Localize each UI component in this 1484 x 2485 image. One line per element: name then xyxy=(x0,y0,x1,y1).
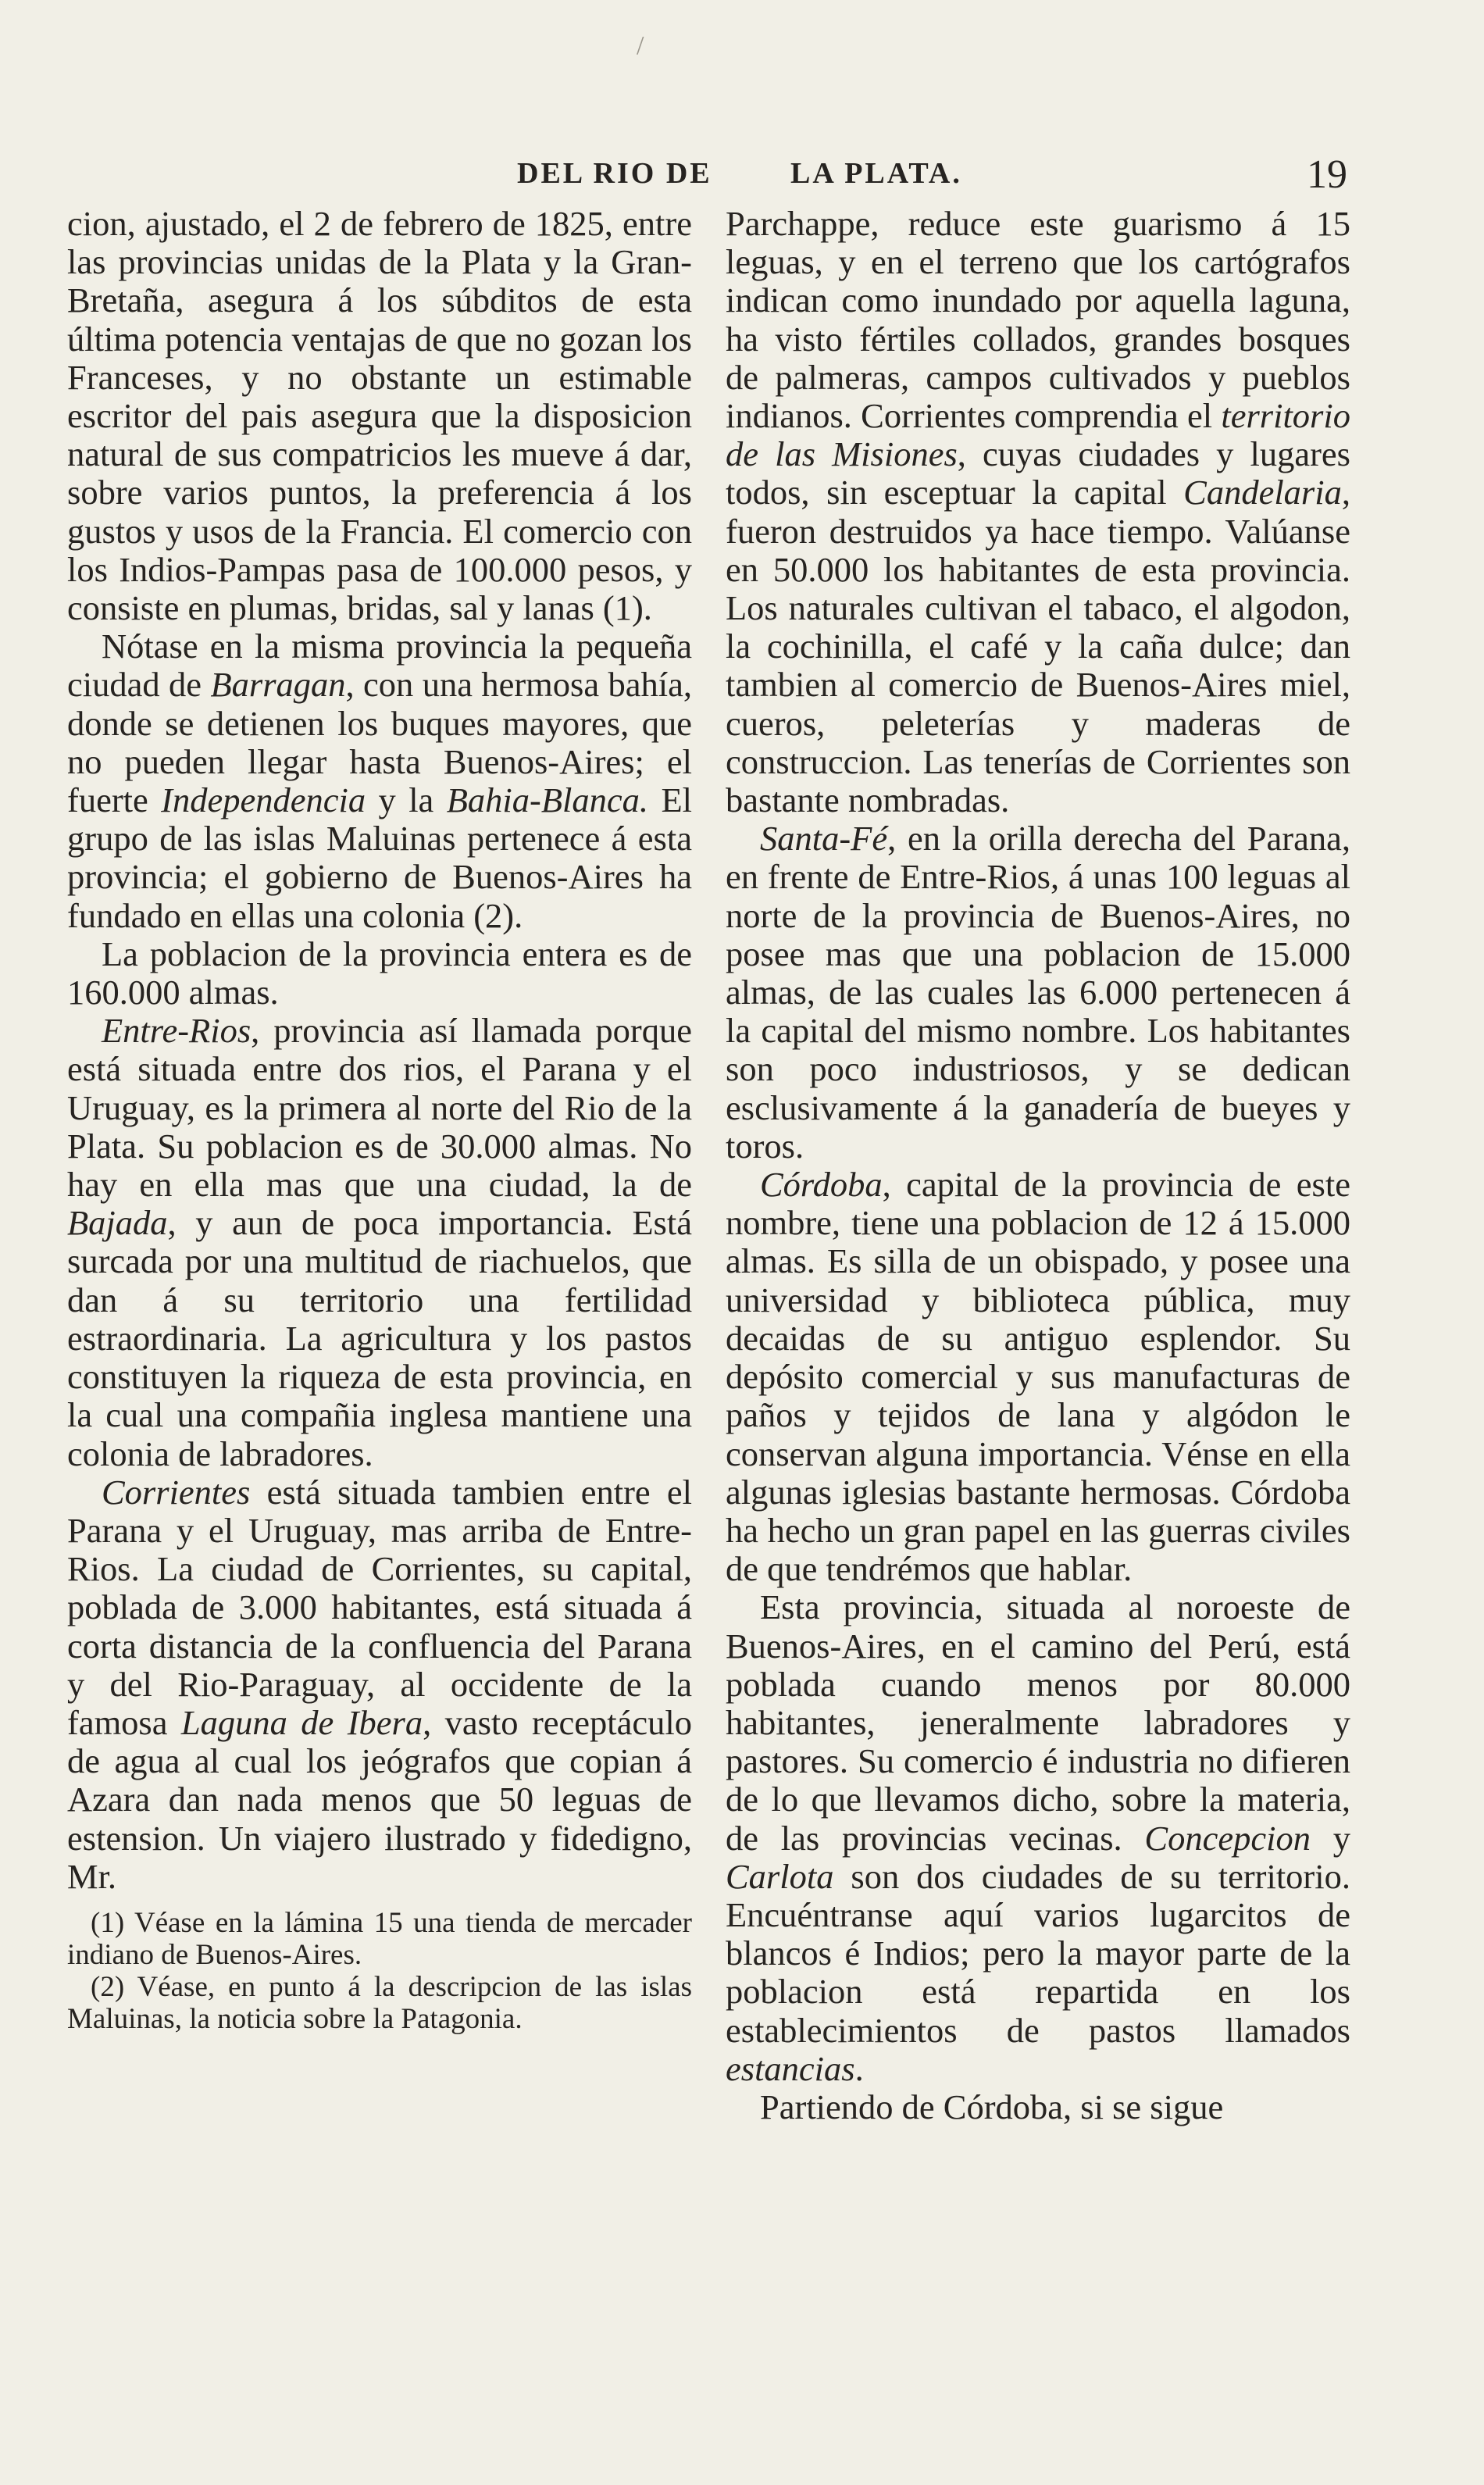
text: , con una hermosa bahía, donde se detienen los buques mayores, que no pueden llegar hasta Buenos-Aires; el fuerte xyxy=(67,665,693,820)
running-head-left: DEL RIO DE xyxy=(517,157,712,190)
text: Nótase en la misma provincia la pequeña ciudad de xyxy=(67,627,692,705)
running-head-right: LA PLATA. xyxy=(790,157,962,190)
paragraph: cion, ajustado, el 2 de febrero de 1825, entre las provincias unidas de la Plata y la Gran-Bretaña, asegura á los súbditos de esta última potencia ventajas de que no gozan los Franceses, y no obstante un estimable escritor del pais asegura que la disposicion natural de sus compatricios les mueve á dar, sobre varios puntos, la preferencia á los gustos y usos de la Francia. El comercio con los Indios-Pampas pasa de 100.000 pesos, y consiste en plumas, bridas, sal y lanas (1). xyxy=(67,204,692,628)
text: El grupo de las islas Maluinas pertenece á esta provincia; el gobierno de Buenos-Aires ha fundado en ellas una colonia (2). xyxy=(67,780,692,935)
term: estancias xyxy=(726,2048,855,2088)
place-name: Córdoba xyxy=(760,1165,883,1205)
paragraph xyxy=(726,205,1350,819)
text: . xyxy=(854,2048,864,2088)
footnotes xyxy=(67,1907,692,2035)
place-name: Concepcion xyxy=(1144,1818,1311,1858)
place-name: Santa-Fé xyxy=(760,819,888,859)
place-name: Barragan xyxy=(210,665,346,705)
running-header xyxy=(70,152,1347,197)
paragraph: La poblacion de la provincia entera es de 160.000 almas. xyxy=(67,934,692,1012)
text: Esta provincia, situada al noroeste de Buenos-Aires, en el camino del Perú, está poblada cuando menos por 80.000 habitantes, jeneralmente labradores y pastores. Su comercio é industria no difieren de lo que llevamos dicho, sobre la materia, de las provincias vecinas. xyxy=(726,1587,1350,1858)
place-name: Laguna de Ibera xyxy=(180,1702,423,1742)
paragraph xyxy=(726,1166,1350,1588)
text: , y aun de poca importancia. Está surcada por una multitud de riachuelos, que dan á su territorio una fertilidad estraordinaria. La agricultura y los pastos constituyen la riqueza de esta provincia, en la cual una compañia inglesa mantiene una colonia de labradores. xyxy=(67,1203,692,1473)
text: , cuyas ciudades y lugares todos, sin esceptuar la capital xyxy=(726,434,1350,512)
text: Parchappe, reduce este guarismo á 15 leguas, y en el terreno que los cartógrafos indican como inundado por aquella laguna, ha visto fértiles collados, grandes bosques de palmeras, campos cultivados y pueblos indianos. Corrientes comprendia el xyxy=(726,204,1350,436)
place-name: Corrientes xyxy=(102,1472,251,1512)
page-number: 19 xyxy=(1307,152,1347,197)
paragraph xyxy=(67,1473,692,1896)
paragraph xyxy=(726,1588,1350,2088)
text: y la xyxy=(366,780,447,820)
place-name: Independencia xyxy=(161,780,366,820)
footnote-1: (1) Véase en la lámina 15 una tienda de mercader indiano de Buenos-Aires. xyxy=(67,1906,692,1971)
page-mark: / xyxy=(637,31,644,60)
text: y xyxy=(1310,1818,1350,1858)
place-name: Candelaria xyxy=(1183,473,1342,512)
text: , capital de la provincia de este nombre, tiene una poblacion de 12 á 15.000 almas. Es silla de un obispado, y posee una universidad y biblioteca pública, muy decaidas de su antiguo esplendor. Su depósito comercial y sus manufacturas de paños y tejidos de lana y algódon le conservan alguna importancia. Vénse en ella algunas iglesias bastante hermosas. Córdoba ha hecho un gran papel en las guerras civiles de que tendrémos que hablar. xyxy=(726,1165,1350,1589)
left-column xyxy=(67,205,692,2035)
text: , provincia así llamada porque está situada entre dos rios, el Parana y el Uruguay, es la primera al norte del Rio de la Plata. Su poblacion es de 30.000 almas. No hay en ella mas que una ciudad, la de xyxy=(67,1011,692,1205)
footnote-2: (2) Véase, en punto á la descripcion de las islas Maluinas, la noticia sobre la Patagonia. xyxy=(67,1970,692,2035)
paragraph xyxy=(67,1012,692,1473)
text: , fueron destruidos ya hace tiempo. Valúanse en 50.000 los habitantes de esta provincia. Los naturales cultivan el tabaco, el algodon, la cochinilla, el café y la caña dulce; dan tambien al comercio de Buenos-Aires miel, cueros, peleterías y maderas de construccion. Las tenerías de Corrientes son bastante nombradas. xyxy=(726,473,1350,820)
place-name: Bahia-Blanca. xyxy=(446,780,649,820)
place-name: Carlota xyxy=(726,1856,834,1896)
place-name: Bajada xyxy=(67,1203,168,1243)
paragraph xyxy=(726,819,1350,1166)
right-column xyxy=(726,205,1350,2126)
text: son dos ciudades de su territorio. Encuéntranse aquí varios lugarcitos de blancos é Indios; pero la mayor parte de la poblacion está repartida en los establecimientos de pastos llamados xyxy=(726,1856,1350,2050)
paragraph: Partiendo de Córdoba, si se sigue xyxy=(760,2087,1224,2126)
place-name: territorio de las Misiones xyxy=(726,396,1350,474)
text: está situada tambien entre el Parana y el Uruguay, mas arriba de Entre-Rios. La ciudad de Corrientes, su capital, poblada de 3.000 habitantes, está situada á corta distancia de la confluencia del Parana y del Rio-Paraguay, al occidente de la famosa xyxy=(67,1472,692,1742)
place-name: Entre-Rios xyxy=(102,1011,251,1051)
text: , en la orilla derecha del Parana, en frente de Entre-Rios, á unas 100 leguas al norte de la provincia de Buenos-Aires, no posee mas que una poblacion de 15.000 almas, de las cuales las 6.000 pertenecen á la capital del mismo nombre. Los habitantes son poco industriosos, y se dedican esclusivamente á la ganadería de bueyes y toros. xyxy=(726,819,1350,1166)
paragraph xyxy=(67,627,692,935)
text: , vasto receptáculo de agua al cual los jeógrafos que copian á Azara dan nada menos que 50 leguas de estension. Un viajero ilustrado y fidedigno, Mr. xyxy=(67,1702,692,1896)
